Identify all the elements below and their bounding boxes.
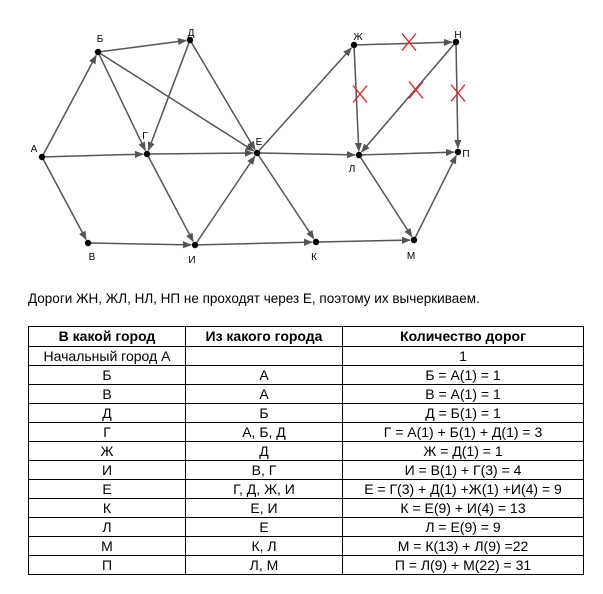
edge-N-P: [456, 45, 458, 148]
cell-from-city: Е, И: [186, 499, 343, 518]
cell-road-count: Ж = Д(1) = 1: [343, 442, 584, 461]
edge-K-M: [319, 240, 410, 242]
edge-A-G: [45, 154, 143, 157]
edge-I-K: [198, 242, 312, 245]
cell-road-count: Е = Г(3) + Д(1) +Ж(1) +И(4) = 9: [343, 480, 584, 499]
header-from-city: Из какого города: [186, 327, 343, 347]
cell-from-city: Г, Д, Ж, И: [186, 480, 343, 499]
node-I: [192, 242, 198, 248]
node-label-B: Б: [96, 34, 104, 45]
edge-Zh-N: [357, 42, 452, 45]
edge-A-V: [43, 160, 86, 240]
cell-to-city: Е: [29, 480, 186, 499]
node-B: [95, 49, 101, 55]
table-row: [29, 366, 584, 385]
header-road-count: Количество дорог: [343, 327, 584, 347]
cell-from-city: В, Г: [186, 461, 343, 480]
cell-to-city: В: [29, 385, 186, 404]
cross-mark-icon: [451, 85, 465, 102]
edge-G-I: [148, 157, 193, 242]
edge-B-E: [101, 54, 254, 151]
table-row: [29, 347, 584, 366]
table-row: [29, 385, 584, 404]
node-label-P: П: [462, 149, 470, 160]
cell-from-city: [186, 347, 343, 366]
node-label-V: В: [88, 252, 96, 263]
table-header-row: [29, 327, 584, 347]
cell-from-city: А: [186, 366, 343, 385]
cell-from-city: Д: [186, 442, 343, 461]
node-label-K: К: [311, 252, 317, 263]
node-L: [356, 152, 362, 158]
table-row: [29, 480, 584, 499]
node-label-M: М: [406, 251, 416, 262]
cell-road-count: В = А(1) = 1: [343, 385, 584, 404]
node-K: [313, 239, 319, 245]
node-P: [455, 149, 461, 155]
cell-to-city: И: [29, 461, 186, 480]
edge-N-L: [362, 44, 454, 152]
node-label-L: Л: [348, 164, 356, 175]
table-row: [29, 537, 584, 556]
cell-to-city: К: [29, 499, 186, 518]
cell-from-city: Б: [186, 404, 343, 423]
edge-I-E: [197, 156, 255, 242]
cell-road-count: М = К(13) + Л(9) =22: [343, 537, 584, 556]
edge-G-E: [150, 153, 253, 154]
edge-E-K: [259, 156, 314, 239]
node-E: [254, 150, 260, 156]
edge-D-E: [192, 43, 255, 150]
cell-from-city: Е: [186, 518, 343, 537]
header-to-city: В какой город: [29, 327, 186, 347]
edge-L-P: [362, 152, 454, 155]
table-row: [29, 404, 584, 423]
node-label-G: Г: [142, 131, 148, 142]
edge-A-B: [43, 56, 96, 155]
edge-E-Zh: [259, 48, 351, 151]
node-label-A: А: [30, 144, 38, 155]
cell-to-city: Л: [29, 518, 186, 537]
table-row: [29, 442, 584, 461]
node-M: [411, 237, 417, 243]
edge-L-M: [361, 158, 412, 237]
edge-E-L: [260, 153, 355, 155]
table-row: [29, 556, 584, 575]
cell-road-count: 1: [343, 347, 584, 366]
cell-to-city: Б: [29, 366, 186, 385]
cell-road-count: П = Л(9) + М(22) = 31: [343, 556, 584, 575]
cell-road-count: Б = А(1) = 1: [343, 366, 584, 385]
node-label-Zh: Ж: [353, 32, 363, 43]
cell-to-city: П: [29, 556, 186, 575]
node-label-E: Е: [255, 137, 263, 148]
node-A: [39, 154, 45, 160]
cell-road-count: Д = Б(1) = 1: [343, 404, 584, 423]
cross-mark-icon: [409, 82, 423, 99]
edge-B-D: [101, 41, 186, 52]
road-count-table: [28, 326, 584, 575]
cell-road-count: К = Е(9) + И(4) = 13: [343, 499, 584, 518]
cell-to-city: Начальный город А: [29, 347, 186, 366]
road-graph: [0, 0, 603, 285]
edge-V-I: [91, 243, 191, 245]
caption-text: Дороги ЖН, ЖЛ, НЛ, НП не проходят через Е, поэтому их вычеркиваем.: [28, 291, 480, 306]
table-row: [29, 499, 584, 518]
edge-D-G: [148, 43, 189, 150]
edge-M-P: [415, 156, 456, 238]
cell-road-count: Л = Е(9) = 9: [343, 518, 584, 537]
cell-from-city: А, Б, Д: [186, 423, 343, 442]
cell-to-city: М: [29, 537, 186, 556]
table-row: [29, 518, 584, 537]
node-G: [144, 151, 150, 157]
table-row: [29, 461, 584, 480]
node-label-D: Д: [187, 28, 195, 39]
cell-to-city: Г: [29, 423, 186, 442]
node-label-I: И: [188, 255, 196, 266]
cell-from-city: Л, М: [186, 556, 343, 575]
cell-from-city: А: [186, 385, 343, 404]
cross-mark-icon: [353, 86, 367, 103]
cell-road-count: И = В(1) + Г(3) = 4: [343, 461, 584, 480]
cell-to-city: Д: [29, 404, 186, 423]
edge-B-G: [99, 55, 145, 151]
table-row: [29, 423, 584, 442]
node-label-N: Н: [454, 30, 462, 41]
cross-mark-icon: [402, 34, 416, 51]
cell-from-city: К, Л: [186, 537, 343, 556]
cell-to-city: Ж: [29, 442, 186, 461]
cell-road-count: Г = А(1) + Б(1) + Д(1) = 3: [343, 423, 584, 442]
node-V: [85, 240, 91, 246]
